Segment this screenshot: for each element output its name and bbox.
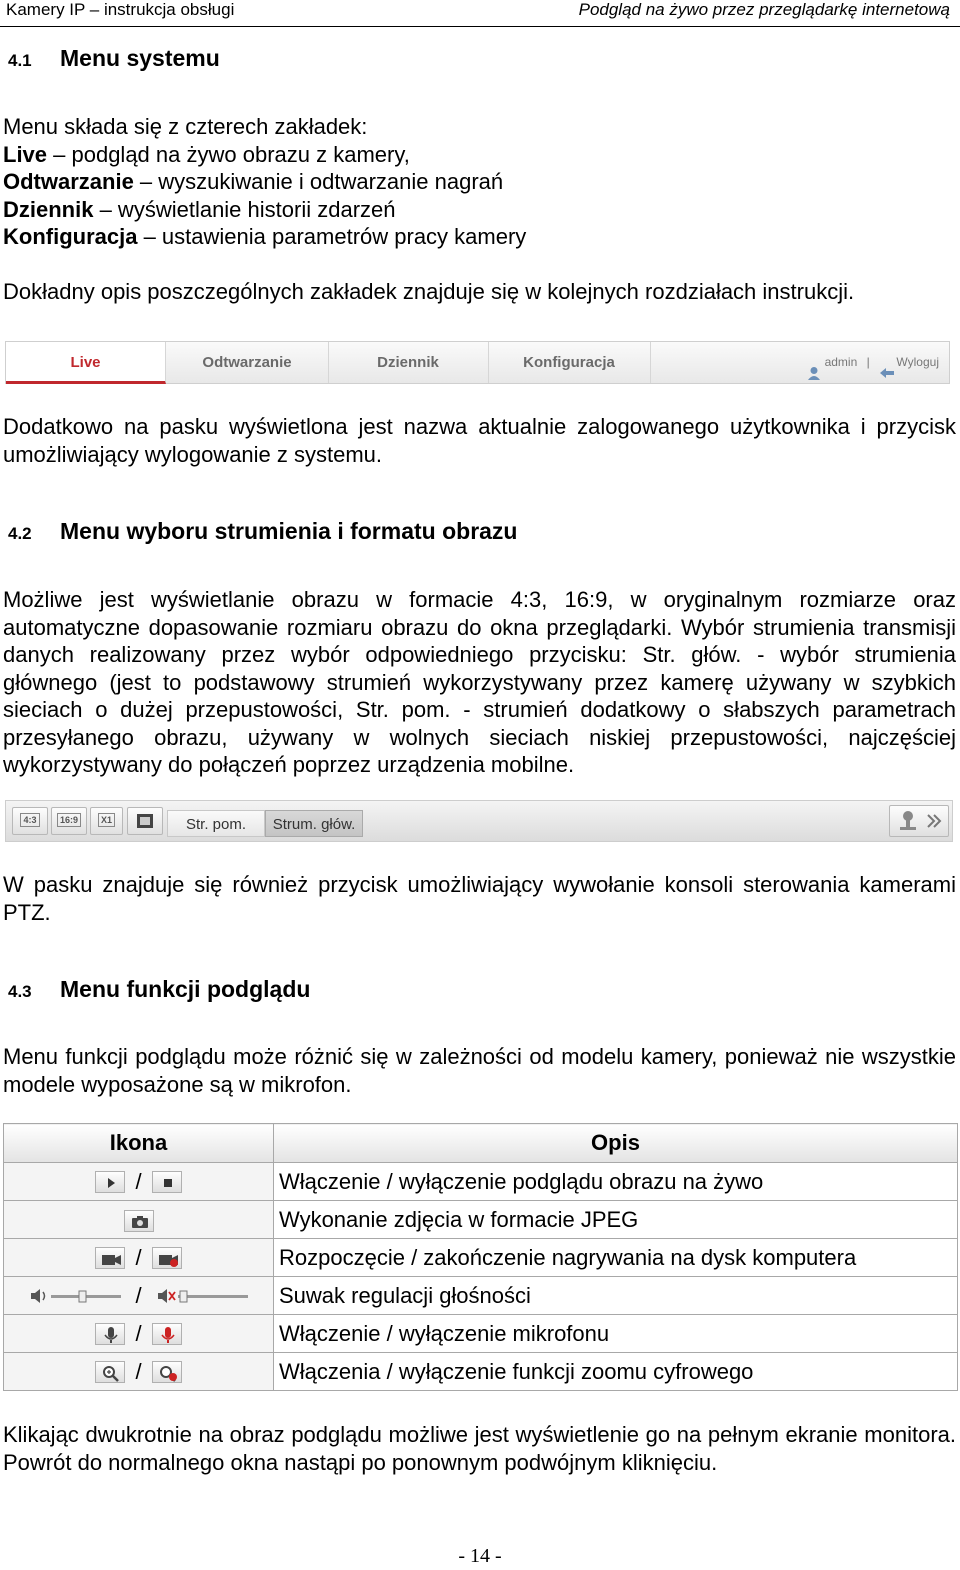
menu-detail-text: Dokładny opis poszczególnych zakładek znajduje się w kolejnych rozdziałach instrukcji. bbox=[3, 279, 855, 304]
record-stop-icon[interactable] bbox=[152, 1247, 182, 1269]
column-header-icon: Ikona bbox=[4, 1124, 274, 1163]
table-cell-description: Włączenie / wyłączenie podglądu obrazu na żywo bbox=[274, 1163, 958, 1201]
menu-item-live: Live – podgląd na żywo obrazu z kamery, bbox=[3, 141, 410, 167]
ptz-icon bbox=[890, 806, 948, 836]
original-size-button[interactable]: X1 bbox=[90, 807, 123, 835]
preview-text: Menu funkcji podglądu może różnić się w zależności od modelu kamery, ponieważ nie wszystkie modele wyposażone są w mikrofon. bbox=[3, 1044, 956, 1097]
table-header-row bbox=[4, 1124, 958, 1163]
preview-functions-table bbox=[3, 1123, 958, 1391]
menu-item-dziennik: Dziennik – wyświetlanie historii zdarzeń bbox=[3, 196, 396, 222]
table-cell-description: Wykonanie zdjęcia w formacie JPEG bbox=[274, 1201, 958, 1239]
page-number: - 14 - bbox=[458, 1545, 502, 1567]
play-icon[interactable] bbox=[95, 1171, 125, 1193]
fullscreen-text: Klikając dwukrotnie na obraz podglądu możliwe jest wyświetlenie go na pełnym ekranie monitora. Powrót do normalnego okna nastąpi po ponownym podwójnym kliknięciu. bbox=[3, 1422, 956, 1475]
section-number: 4.2 bbox=[8, 524, 32, 543]
table-row: / Suwak regulacji głośności bbox=[4, 1277, 958, 1315]
ptz-console-button[interactable] bbox=[889, 805, 949, 837]
aspect-16-9-button[interactable]: 16:9 bbox=[51, 807, 87, 835]
column-header-description: Opis bbox=[274, 1124, 958, 1163]
menubar-note: Dodatkowo na pasku wyświetlona jest nazwa aktualnie zalogowanego użytkownika i przycisk umożliwiający wylogowanie z systemu. bbox=[3, 414, 956, 467]
header-left: Kamery IP – instrukcja obsługi bbox=[6, 0, 235, 19]
volume-slider-icon[interactable] bbox=[25, 1285, 125, 1307]
header-rule bbox=[0, 26, 960, 27]
section-heading-4-1 bbox=[8, 45, 220, 72]
user-icon bbox=[807, 356, 821, 370]
logout-link[interactable]: Wyloguj bbox=[896, 355, 939, 369]
stream-toolbar-screenshot bbox=[5, 800, 953, 842]
main-stream-button[interactable]: Strum. głów. bbox=[265, 810, 363, 837]
logout-icon[interactable] bbox=[879, 356, 893, 370]
username: admin bbox=[824, 355, 858, 369]
fit-window-button[interactable] bbox=[127, 807, 163, 835]
camera-icon[interactable] bbox=[124, 1210, 154, 1232]
table-row: / Włączenia / wyłączenie funkcji zoomu cyfrowego bbox=[4, 1353, 958, 1391]
table-row: / Włączenie / wyłączenie podglądu obrazu na żywo bbox=[4, 1163, 958, 1201]
table-row: / Włączenie / wyłączenie mikrofonu bbox=[4, 1315, 958, 1353]
tab-live[interactable]: Live bbox=[6, 342, 166, 384]
ptz-text: W pasku znajduje się również przycisk umożliwiający wywołanie konsoli sterowania kamerami PTZ. bbox=[3, 872, 956, 925]
section-title: Menu wyboru strumienia i formatu obrazu bbox=[60, 518, 518, 544]
stream-text: Możliwe jest wyświetlanie obrazu w formacie 4:3, 16:9, w oryginalnym rozmiarze oraz automatyczne dopasowanie rozmiaru obrazu do okna przeglądarki. Wybór strumienia transmisji danych realizowany przez wybór odpowiedniego przycisku: Str. głów. - wybór strumienia głównego (jest to podstawowy strumień wykorzystywany przez kamerę używany w szybkich sieciach o dużej przepustowości, Str. pom. - strumień dodatkowy o słabszych parametrach przesyłanego obrazu, używany w wolnych sieciach niskiej przepustowości, najczęściej wykorzystywany do połączeń poprzez urządzenia mobilne. bbox=[3, 587, 956, 777]
tab-dziennik[interactable]: Dziennik bbox=[328, 342, 489, 383]
menubar-screenshot bbox=[5, 341, 950, 384]
table-cell-description: Włączenie / wyłączenie mikrofonu bbox=[274, 1315, 958, 1353]
section-heading-4-3 bbox=[8, 976, 310, 1003]
zoom-active-icon[interactable] bbox=[152, 1361, 182, 1383]
fit-window-icon bbox=[128, 808, 162, 834]
header-right: Podgląd na żywo przez przeglądarkę internetową bbox=[578, 0, 950, 19]
tab-odtwarzanie[interactable]: Odtwarzanie bbox=[166, 342, 329, 383]
section-title: Menu funkcji podglądu bbox=[60, 976, 311, 1002]
table-cell-description: Włączenia / wyłączenie funkcji zoomu cyfrowego bbox=[274, 1353, 958, 1391]
menu-item-odtwarzanie: Odtwarzanie – wyszukiwanie i odtwarzanie nagrań bbox=[3, 169, 504, 194]
sub-stream-button[interactable]: Str. pom. bbox=[167, 810, 265, 837]
microphone-active-icon[interactable] bbox=[152, 1323, 182, 1345]
volume-muted-slider-icon[interactable] bbox=[152, 1285, 252, 1307]
microphone-icon[interactable] bbox=[95, 1323, 125, 1345]
section-number: 4.1 bbox=[8, 51, 32, 70]
section-heading-4-2 bbox=[8, 518, 517, 545]
table-cell-description: Suwak regulacji głośności bbox=[274, 1277, 958, 1315]
record-start-icon[interactable] bbox=[95, 1247, 125, 1269]
menu-intro: Menu składa się z czterech zakładek: bbox=[3, 114, 368, 139]
section-title: Menu systemu bbox=[60, 45, 220, 71]
table-cell-description: Rozpoczęcie / zakończenie nagrywania na dysk komputera bbox=[274, 1239, 958, 1277]
stop-icon[interactable] bbox=[152, 1171, 182, 1193]
table-row bbox=[4, 1201, 958, 1239]
aspect-4-3-button[interactable]: 4:3 bbox=[12, 807, 48, 835]
menu-intro-block bbox=[3, 113, 956, 251]
table-row: / Rozpoczęcie / zakończenie nagrywania na dysk komputera bbox=[4, 1239, 958, 1277]
menu-item-konfiguracja: Konfiguracja – ustawienia parametrów pracy kamery bbox=[3, 224, 527, 249]
section-number: 4.3 bbox=[8, 982, 32, 1001]
tab-konfiguracja[interactable]: Konfiguracja bbox=[488, 342, 651, 383]
user-area: admin | Wyloguj bbox=[807, 342, 939, 383]
zoom-icon[interactable] bbox=[95, 1361, 125, 1383]
